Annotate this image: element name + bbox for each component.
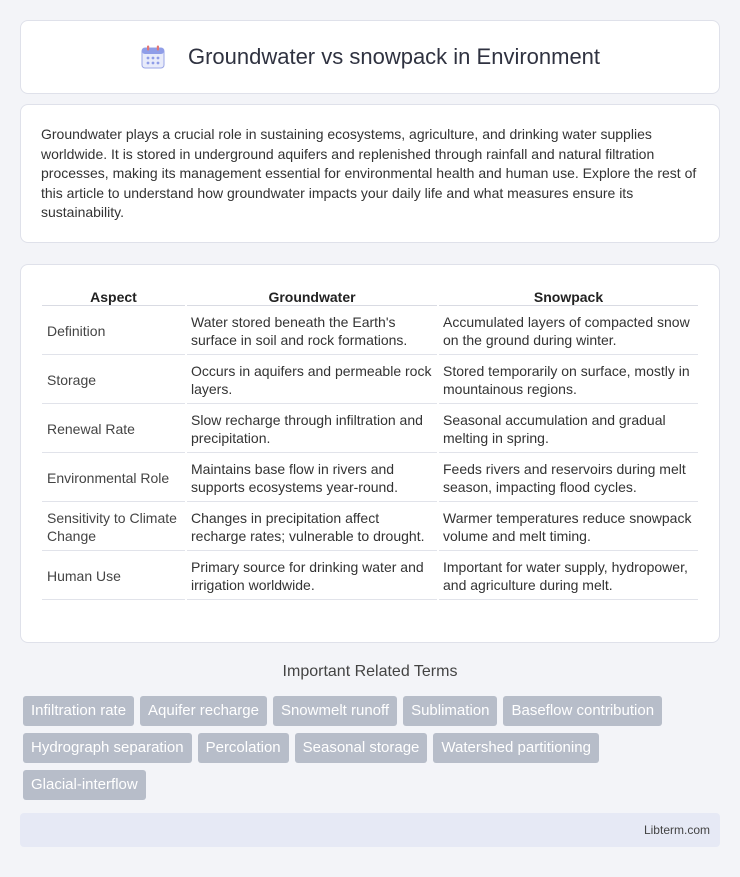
row-aspect: Renewal Rate	[42, 406, 185, 453]
tag-percolation[interactable]: Percolation	[198, 733, 289, 763]
row-groundwater: Slow recharge through infiltration and precipitation.	[187, 406, 437, 453]
tag-glacial-interflow[interactable]: Glacial-interflow	[23, 770, 146, 800]
table-row	[42, 357, 698, 404]
header-groundwater: Groundwater	[187, 286, 437, 306]
header-snowpack: Snowpack	[439, 286, 698, 306]
row-groundwater: Primary source for drinking water and irrigation worldwide.	[187, 553, 437, 600]
related-terms-title: Important Related Terms	[282, 663, 458, 680]
tag-watershed-partitioning[interactable]: Watershed partitioning	[433, 733, 599, 763]
row-aspect: Human Use	[42, 553, 185, 600]
row-snowpack: Warmer temperatures reduce snowpack volume and melt timing.	[439, 504, 698, 551]
tag-aquifer-recharge[interactable]: Aquifer recharge	[140, 696, 267, 726]
tag-sublimation[interactable]: Sublimation	[403, 696, 497, 726]
row-groundwater: Maintains base flow in rivers and supports ecosystems year-round.	[187, 455, 437, 502]
table-row	[42, 455, 698, 502]
tag-baseflow-contribution[interactable]: Baseflow contribution	[503, 696, 662, 726]
tag-seasonal-storage[interactable]: Seasonal storage	[295, 733, 428, 763]
footer-link[interactable]: Libterm.com	[643, 823, 710, 837]
footer	[20, 813, 720, 847]
table-row	[42, 553, 698, 600]
intro-card	[20, 104, 720, 243]
intro-paragraph: Groundwater plays a crucial role in sustaining ecosystems, agriculture, and drinking water supplies worldwide. It is stored in underground aquifers and replenished through rainfall and natural filtration processes, making its management essential for environmental health and human use. Explore the rest of this article to understand how groundwater impacts your daily life and what measures ensure its sustainability.	[41, 126, 697, 220]
row-groundwater: Water stored beneath the Earth's surface in soil and rock formations.	[187, 308, 437, 355]
calendar-icon	[140, 44, 166, 70]
table-row	[42, 406, 698, 453]
row-aspect: Sensitivity to Climate Change	[42, 504, 185, 551]
tag-hydrograph-separation[interactable]: Hydrograph separation	[23, 733, 192, 763]
page-title: Groundwater vs snowpack in Environment	[187, 44, 601, 69]
comparison-table	[40, 284, 700, 602]
comparison-table-card	[20, 264, 720, 643]
header-card	[20, 20, 720, 94]
related-terms-tags	[23, 696, 723, 800]
row-groundwater: Occurs in aquifers and permeable rock layers.	[187, 357, 437, 404]
row-snowpack: Seasonal accumulation and gradual melting in spring.	[439, 406, 698, 453]
row-aspect: Definition	[42, 308, 185, 355]
row-snowpack: Important for water supply, hydropower, and agriculture during melt.	[439, 553, 698, 600]
row-groundwater: Changes in precipitation affect recharge rates; vulnerable to drought.	[187, 504, 437, 551]
table-header-row	[42, 286, 698, 306]
tag-infiltration-rate[interactable]: Infiltration rate	[23, 696, 134, 726]
row-snowpack: Feeds rivers and reservoirs during melt season, impacting flood cycles.	[439, 455, 698, 502]
row-snowpack: Accumulated layers of compacted snow on the ground during winter.	[439, 308, 698, 355]
row-aspect: Storage	[42, 357, 185, 404]
row-aspect: Environmental Role	[42, 455, 185, 502]
table-row	[42, 308, 698, 355]
tag-snowmelt-runoff[interactable]: Snowmelt runoff	[273, 696, 397, 726]
header-aspect: Aspect	[42, 286, 185, 306]
row-snowpack: Stored temporarily on surface, mostly in mountainous regions.	[439, 357, 698, 404]
table-row	[42, 504, 698, 551]
